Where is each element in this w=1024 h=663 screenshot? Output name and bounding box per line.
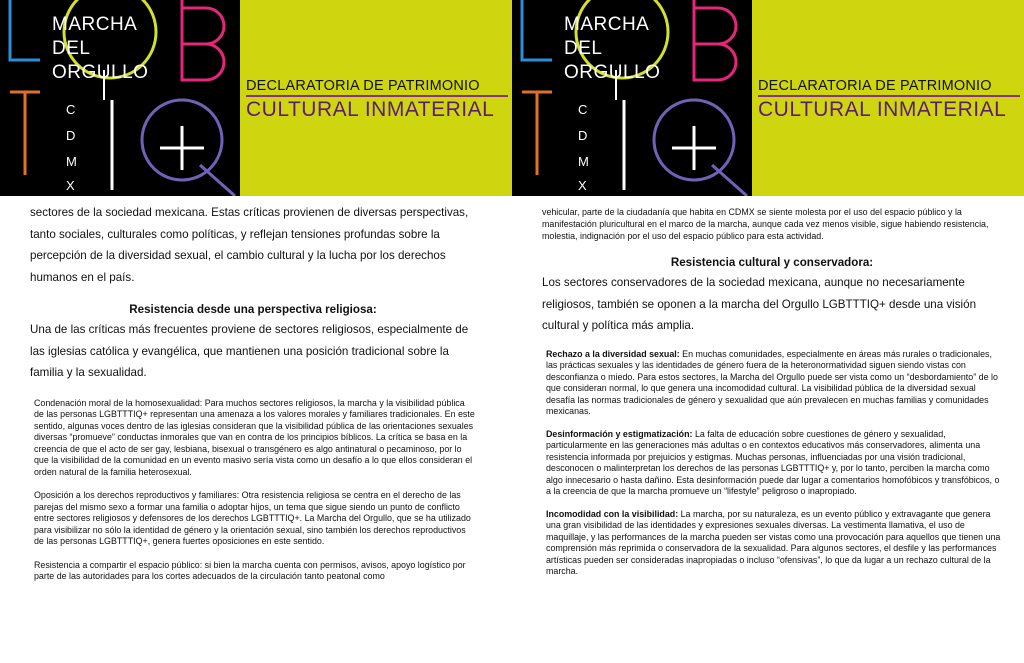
logo-letter-d: D [66,128,76,143]
logo-line-1: MARCHA [564,14,650,35]
paragraph: Los sectores conservadores de la sociedad mexicana, aunque no necesariamente religiosos, también se oponen a la marcha del Orgullo LGBTTTIQ+ desde una visión cultural y política más amplia. [542,276,977,332]
intro-paragraph: vehicular, parte de la ciudadanía que habita en CDMX se siente molesta por el uso del espacio público y la manifestación pluricultural en el marco de la marcha, aunque cada vez menos visible, sigue habiendo resistencia, molestia, indignación por el uso del espacio público para esta actividad. [542,207,989,241]
list-item-body: La marcha, por su naturaleza, es un evento público y extravagante que genera una gran visibilidad de las identidades y expresiones sexuales diversas. La vestimenta llamativa, el uso de maquillaje, y las performances de la marcha pueden ser vistas como una provocación para aquellos que tienen una comprensión más reprimida o conservadora de la sexualidad. Para algunos sectores, el desfile y las performances artísticas pueden ser consideradas inapropiadas o incluso “ofensivas”, lo que da lugar a un rechazo cultural de la marcha. [546,508,1001,576]
section-heading: Resistencia desde una perspectiva religiosa: [129,303,377,316]
title-line-1: DECLARATORIA DE PATRIMONIO [246,78,480,94]
intro-paragraph: sectores de la sociedad mexicana. Estas críticas provienen de diversas perspectivas, tanto sociales, culturales como políticas, y reflejan tensiones profundas sobre la percepción de la diversidad sexual, el cambio cultural y la lucha por los derechos humanos en el país. [30,206,469,284]
title-panel [752,0,1024,196]
logo-letter-c: C [578,102,588,117]
title-line-2: CULTURAL INMATERIAL [758,98,1007,121]
list-item [542,509,1002,578]
list-item-title: Desinformación y estigmatización: [546,428,693,439]
title-divider [758,95,1020,97]
list-item: Resistencia a compartir el espacio público: si bien la marcha cuenta con permisos, avisos, apoyo logístico por parte de las autoridades para los cortes adecuados de la circulación tanto peatonal como [34,559,466,581]
title-panel [240,0,512,196]
logo-line-2: DEL [52,38,91,59]
list-item-body: En muchas comunidades, especialmente en áreas más rurales o tradicionales, las prácticas sexuales y las identidades de género fuera de la heteronormatividad siguen siendo vistas con desconfianza o miedo. Para estos sectores, la Marcha del Orgullo puede ser vista como un “desbordamiento” de lo que consideran normal, lo que genera una incomodidad cultural. La visibilidad pública de la diversidad sexual desafía las normas tradicionales de género y sexualidad que aún prevalecen en muchas familias y comunidades mexicanas. [546,348,998,416]
list-item [542,349,1002,418]
list-item [542,429,1002,498]
right-body [542,206,1002,578]
logo-line-1: MARCHA [52,14,138,35]
list-item-title: Incomodidad con la visibilidad: [546,508,679,519]
logo-letter-m: M [578,154,589,169]
title-divider [246,95,508,97]
list-item-title: Rechazo a la diversidad sexual: [546,348,680,359]
list-item: Condenación moral de la homosexualidad: Para muchos sectores religiosos, la marcha y la visibilidad pública de las personas LGBTTTIQ+ representan una amenaza a los valores morales y familiares tradicionales. En este sentido, algunas voces dentro de las iglesias consideran que la visibilidad pública de las orientaciones sexuales diversas “promueve” conductas inmorales que van en contra de los principios bíblicos. La crítica se basa en la creencia de que el acto de ser gay, lesbiana, bisexual o transgénero es algo antinatural o pecaminoso, por lo que la visibilidad de la comunidad en un evento masivo sería vista como un desafío a lo que ellos consideran el orden natural de la familia heterosexual. [34,397,475,477]
list-item: Oposición a los derechos reproductivos y familiares: Otra resistencia religiosa se centra en el derecho de las parejas del mismo sexo a formar una familia o adoptar hijos, un tema que sigue siendo un punto de conflicto entre sectores religiosos y defensores de los derechos LGBTTTIQ+. La Marcha del Orgullo, que se ha utilizado para visibilizar no sólo la identidad de género y la orientación sexual, sino también los derechos reproductivos de las personas LGBTTTIQ+, genera fuertes oposiciones en este sentido. [34,490,471,546]
title-line-2: CULTURAL INMATERIAL [246,98,495,121]
pride-march-logo [0,0,240,196]
paragraph: Una de las críticas más frecuentes proviene de sectores religiosos, especialmente de las iglesias católica y evangélica, que mantienen una posición tradicional sobre la familia y la sexualidad. [30,323,469,379]
logo-letter-x: X [66,178,75,193]
section-heading: Resistencia cultural y conservadora: [670,256,874,269]
title-line-1: DECLARATORIA DE PATRIMONIO [758,78,992,94]
logo-letter-m: M [66,154,77,169]
list-item-body: La falta de educación sobre cuestiones de género y sexualidad, particularmente en las generaciones más adultas o en contextos educativos más conservadores, alimenta una resistencia informada por prejuicios y estigmas. Muchas personas, influenciadas por una visión tradicional, desconocen o malinterpretan los derechos de las personas LGBTTTIQ+ y, por lo tanto, perciben la marcha como algo innecesario o hasta dañino. Esta desinformación puede dar lugar a comentarios homofóbicos y transfóbicos, o a la creencia de que la marcha promueve un “lifestyle” peligroso o inapropiado. [546,428,1000,496]
logo-letter-d: D [578,128,588,143]
right-page [512,0,1024,663]
pride-march-logo [512,0,752,196]
logo-letter-x: X [578,178,587,193]
header-banner [0,0,512,196]
logo-line-3: ORGULLO [564,62,661,83]
header-banner [512,0,1024,196]
logo-line-2: DEL [564,38,603,59]
logo-letter-c: C [66,102,76,117]
logo-line-3: ORGULLO [52,62,149,83]
left-body [30,202,476,583]
